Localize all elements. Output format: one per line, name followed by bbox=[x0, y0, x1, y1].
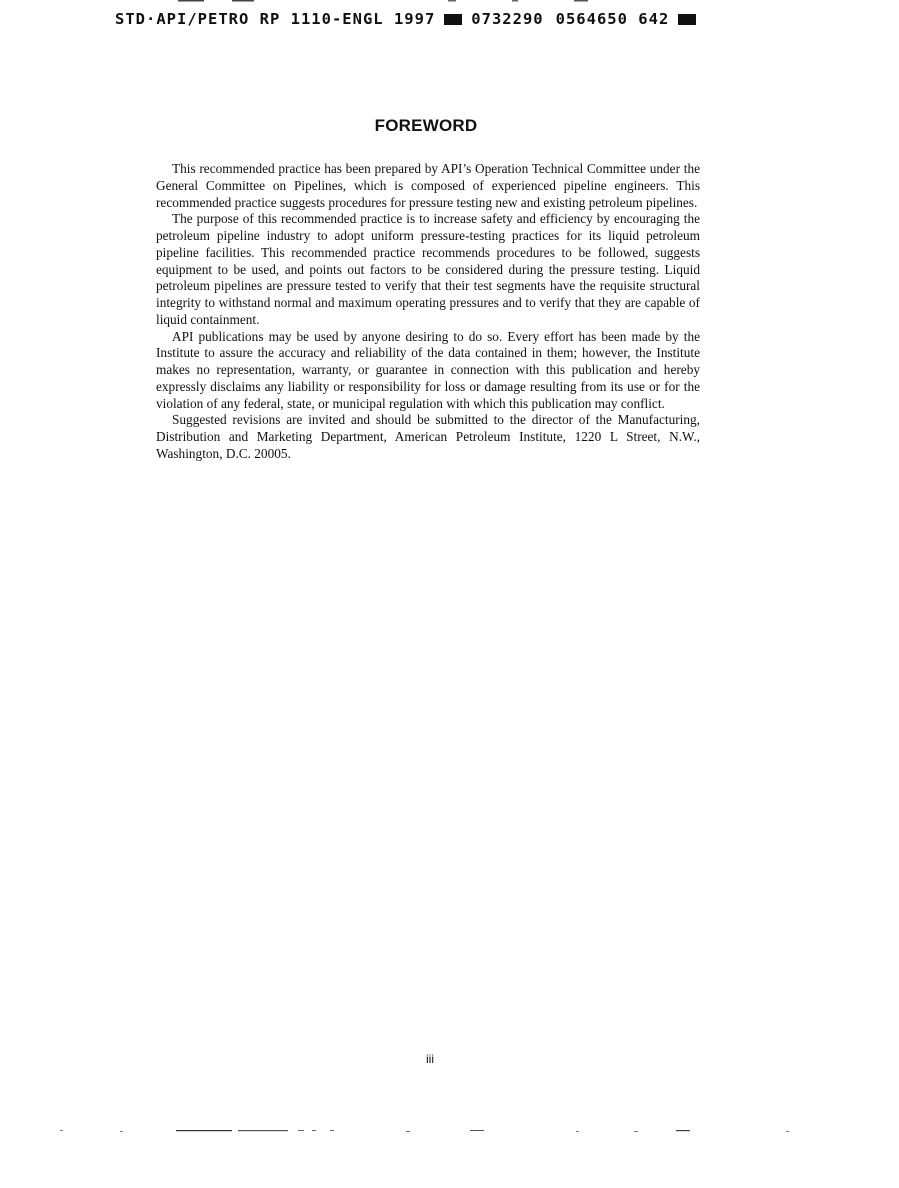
paragraph: The purpose of this recommended practice is to increase safety and efficiency by encouraging the petroleum pipeline industry to adopt uniform pressure-testing practices for its liquid petroleum pipeline facilities. This recommended practice recommends procedures to be followed, suggests equipment to be used, and points out factors to be considered during the pressure testing. Liquid petroleum pipelines are pressure tested to verify that their test segments have the requisite structural integrity to withstand normal and maximum operating pressures and to verify that they are capable of liquid containment. bbox=[156, 211, 700, 327]
scan-artifacts-top bbox=[0, 0, 899, 6]
foreword-body bbox=[156, 161, 700, 463]
black-block-mark bbox=[444, 14, 462, 25]
document-code-1: 0732290 bbox=[471, 10, 544, 28]
paragraph: This recommended practice has been prepared by API’s Operation Technical Committee under the General Committee on Pipelines, which is composed of experienced pipeline engineers. This recommended practice suggests procedures for pressure testing new and existing petroleum pipelines. bbox=[156, 161, 700, 210]
document-code-2: 0564650 642 bbox=[555, 10, 670, 28]
document-id: STD·API/PETRO RP 1110-ENGL 1997 bbox=[115, 10, 436, 28]
black-block-mark bbox=[678, 14, 696, 25]
scan-artifacts-bottom bbox=[0, 1124, 899, 1138]
paragraph: API publications may be used by anyone desiring to do so. Every effort has been made by the Institute to assure the accuracy and reliability of the data contained in them; however, the Institute makes no representation, warranty, or guarantee in connection with this publication and hereby expressly disclaims any liability or responsibility for loss or damage resulting from its use or for the violation of any federal, state, or municipal regulation with which this publication may conflict. bbox=[156, 328, 700, 411]
page-number: iii bbox=[426, 1052, 434, 1066]
paragraph: Suggested revisions are invited and should be submitted to the director of the Manufacturing, Distribution and Marketing Department, American Petroleum Institute, 1220 L Street, N.W., Washington, D.C. 20005. bbox=[156, 412, 700, 461]
page-title: FOREWORD bbox=[374, 116, 478, 135]
document-stamp-header bbox=[115, 8, 705, 30]
